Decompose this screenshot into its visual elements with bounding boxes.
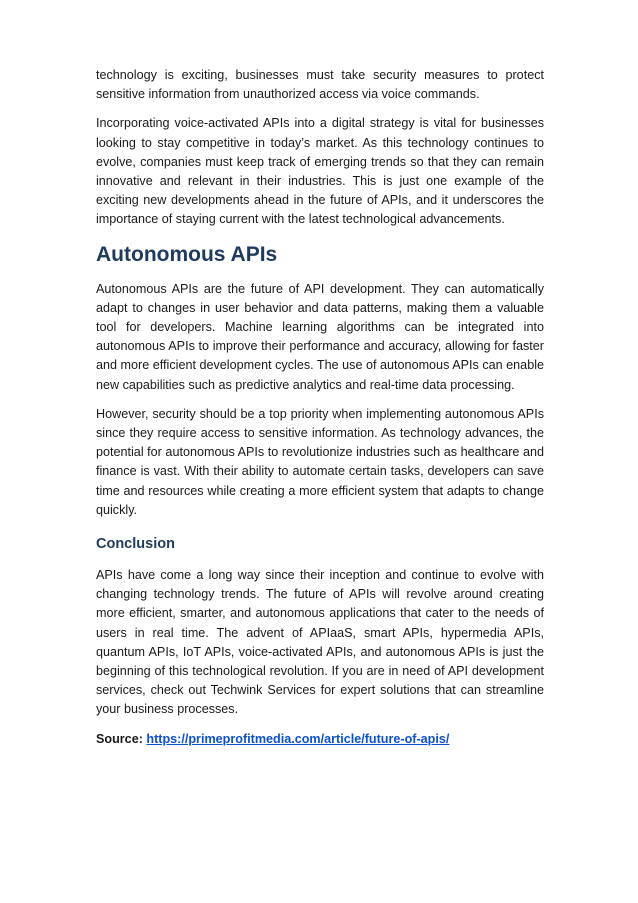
intro-paragraph-2: Incorporating voice-activated APIs into a digital strategy is vital for businesses looking to stay competitive in today’s market. As this technology continues to evolve, companies must keep track of emerging trends so that they can remain innovative and relevant in their industries. This is just one example of the exciting new developments ahead in the future of APIs, and it underscores the importance of staying current with the latest technological advancements. <box>96 116 544 227</box>
source-link[interactable]: https://primeprofitmedia.com/article/future-of-apis/ <box>146 731 450 746</box>
intro-paragraph-1: technology is exciting, businesses must take security measures to protect sensitive information from unauthorized access via voice commands. <box>96 68 544 102</box>
section-heading-conclusion: Conclusion <box>96 536 175 553</box>
autonomous-paragraph-2: However, security should be a top priority when implementing autonomous APIs since they require access to sensitive information. As technology advances, the potential for autonomous APIs to revolutionize industries such as healthcare and finance is vast. With their ability to automate certain tasks, developers can save time and resources while creating a more efficient system that adapts to change quickly. <box>96 406 544 517</box>
source-line <box>96 730 544 749</box>
autonomous-paragraph-1: Autonomous APIs are the future of API development. They can automatically adapt to changes in user behavior and data patterns, making them a valuable tool for developers. Machine learning algorithms can be integrated into autonomous APIs to improve their performance and accuracy, allowing for faster and more efficient development cycles. The use of autonomous APIs can enable new capabilities such as predictive analytics and real-time data processing. <box>96 281 544 392</box>
source-label: Source: <box>96 731 147 746</box>
document-page <box>96 66 544 749</box>
conclusion-paragraph: APIs have come a long way since their inception and continue to evolve with changing technology trends. The future of APIs will revolve around creating more efficient, smarter, and autonomous applications that cater to the needs of users in real time. The advent of APIaaS, smart APIs, hypermedia APIs, quantum APIs, IoT APIs, voice-activated APIs, and autonomous APIs is just the beginning of this technological revolution. If you are in need of API development services, check out Techwink Services for expert solutions that can streamline your business processes. <box>96 568 544 717</box>
section-heading-autonomous: Autonomous APIs <box>96 242 278 266</box>
